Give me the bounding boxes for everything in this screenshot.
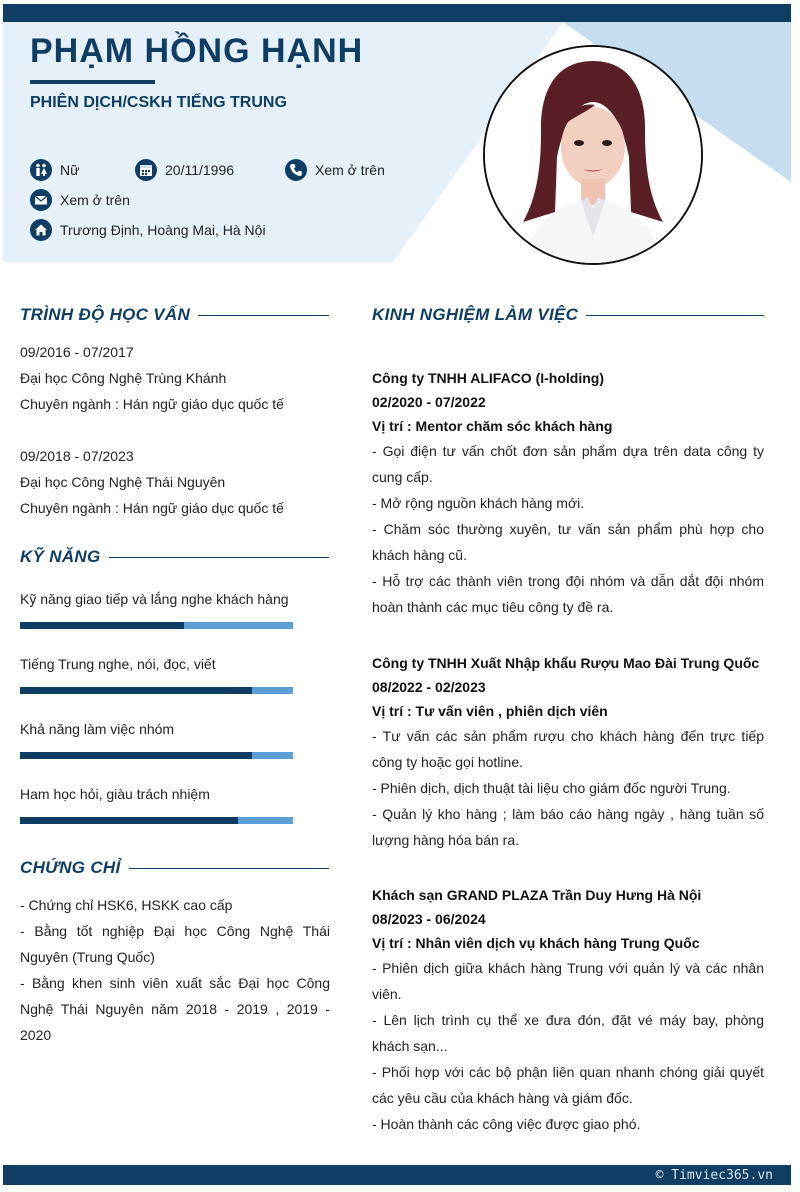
skills-title: KỸ NĂNG	[20, 547, 101, 566]
education-entry	[20, 443, 330, 521]
profile-photo	[483, 45, 703, 265]
address-value: Trương Định, Hoàng Mai, Hà Nội	[60, 222, 266, 238]
skill-label: Ham học hỏi, giàu trách nhiệm	[20, 786, 210, 802]
skill-bar	[20, 687, 293, 694]
email-value: Xem ở trên	[60, 192, 130, 208]
job-duty: - Lên lịch trình cụ thể xe đưa đón, đặt vé máy bay, phòng khách sạn...	[372, 1012, 764, 1054]
certificates-heading	[20, 858, 329, 878]
job-duty: - Hỗ trợ các thành viên trong đội nhóm và dẫn dắt đội nhóm hoàn thành các mục tiêu công ty đề ra.	[372, 573, 764, 615]
certificates-list	[20, 892, 330, 1048]
job-period: 08/2023 - 06/2024	[372, 911, 486, 927]
skills-heading	[20, 547, 329, 567]
job-duty: - Phiên dịch, dịch thuật tài liệu cho giám đốc người Trung.	[372, 780, 731, 796]
education-rule	[198, 315, 329, 316]
gender-value: Nữ	[60, 162, 80, 178]
education-period: 09/2016 - 07/2017	[20, 344, 134, 360]
education-school: Đại học Công Nghệ Trùng Khánh	[20, 370, 227, 386]
education-heading	[20, 305, 329, 325]
calendar-icon	[135, 159, 157, 181]
skill-label: Tiếng Trung nghe, nói, đọc, viết	[20, 656, 216, 672]
job-position: Vị trí : Nhân viên dịch vụ khách hàng Trung Quốc	[372, 935, 700, 951]
job-period: 02/2020 - 07/2022	[372, 394, 486, 410]
education-period: 09/2018 - 07/2023	[20, 448, 134, 464]
job-duty: - Gọi điện tư vấn chốt đơn sản phẩm dựa trên data công ty cung cấp.	[372, 443, 764, 485]
info-address	[30, 219, 266, 241]
phone-icon	[285, 159, 307, 181]
education-major: Chuyên ngành : Hán ngữ giáo dục quốc tế	[20, 500, 284, 516]
certificates-title: CHỨNG CHỈ	[20, 858, 121, 877]
job-duty: - Mở rộng nguồn khách hàng mới.	[372, 495, 585, 511]
skill-bar-fill	[20, 752, 252, 759]
job-company: Công ty TNHH Xuất Nhập khẩu Rượu Mao Đài Trung Quốc	[372, 655, 760, 671]
name-underline	[30, 80, 155, 84]
job-duty: - Chăm sóc thường xuyên, tư vấn sản phẩm phù hợp cho khách hàng cũ.	[372, 521, 764, 563]
experience-title: KINH NGHIỆM LÀM VIỆC	[372, 305, 579, 324]
education-school: Đại học Công Nghệ Thái Nguyên	[20, 474, 226, 490]
skill-bar-fill	[20, 687, 252, 694]
education-title: TRÌNH ĐỘ HỌC VẤN	[20, 305, 191, 324]
experience-heading	[372, 305, 764, 325]
certificate-item: - Bằng tốt nghiệp Đại học Công Nghệ Thái Nguyên (Trung Quốc)	[20, 923, 330, 965]
skill-bar-fill	[20, 622, 184, 629]
job-duty: - Phiên dịch giữa khách hàng Trung với quản lý và các nhân viên.	[372, 960, 764, 1002]
job-position: Vị trí : Mentor chăm sóc khách hàng	[372, 418, 613, 434]
certificate-item: - Bằng khen sinh viên xuất sắc Đại học Công Nghệ Thái Nguyên năm 2018 - 2019 , 2019 - 2020	[20, 975, 330, 1043]
home-icon	[30, 219, 52, 241]
skill-bar	[20, 622, 293, 629]
birthdate-value: 20/11/1996	[165, 162, 235, 178]
skill-bar	[20, 817, 293, 824]
education-entry	[20, 339, 330, 417]
skill-bar-fill	[20, 817, 238, 824]
phone-value: Xem ở trên	[315, 162, 385, 178]
info-gender	[30, 159, 79, 181]
job-duty: - Tư vấn các sản phẩm rượu cho khách hàng đến trực tiếp công ty hoặc gọi hotline.	[372, 728, 764, 770]
job-company: Khách sạn GRAND PLAZA Trần Duy Hưng Hà Nội	[372, 887, 702, 903]
job-period: 08/2022 - 02/2023	[372, 679, 486, 695]
job-position: Vị trí : Tư vấn viên , phiên dịch viên	[372, 703, 608, 719]
info-phone	[285, 159, 385, 181]
job-entry	[372, 366, 764, 620]
certificates-rule	[129, 868, 330, 869]
info-birthdate	[135, 159, 234, 181]
certificate-item: - Chứng chỉ HSK6, HSKK cao cấp	[20, 897, 233, 913]
email-icon	[30, 189, 52, 211]
info-email	[30, 189, 130, 211]
job-duty: - Hoàn thành các công việc được giao phó.	[372, 1116, 641, 1132]
watermark: © Timviec365.vn	[655, 1168, 773, 1183]
skill-label: Khả năng làm việc nhóm	[20, 721, 175, 737]
job-title: PHIÊN DỊCH/CSKH TIẾNG TRUNG	[30, 94, 287, 111]
experience-rule	[586, 315, 764, 316]
top-bar	[3, 4, 791, 22]
skill-label: Kỹ năng giao tiếp và lắng nghe khách hàng	[20, 591, 289, 607]
job-entry	[372, 651, 764, 853]
job-company: Công ty TNHH ALIFACO (I-holding)	[372, 370, 604, 386]
job-duty: - Phối hợp với các bộ phận liên quan nhanh chóng giải quyết các yêu cầu của khách hàng và giám đốc.	[372, 1064, 764, 1106]
gender-icon	[30, 159, 52, 181]
education-major: Chuyên ngành : Hán ngữ giáo dục quốc tế	[20, 396, 284, 412]
skill-bar	[20, 752, 293, 759]
footer-bar	[3, 1165, 791, 1185]
job-entry	[372, 883, 764, 1137]
job-duty: - Quản lý kho hàng ; làm báo cáo hàng ngày , hàng tuần số lượng hàng hóa bán ra.	[372, 806, 764, 848]
candidate-name: PHẠM HỒNG HẠNH	[30, 32, 364, 70]
skills-rule	[109, 557, 330, 558]
